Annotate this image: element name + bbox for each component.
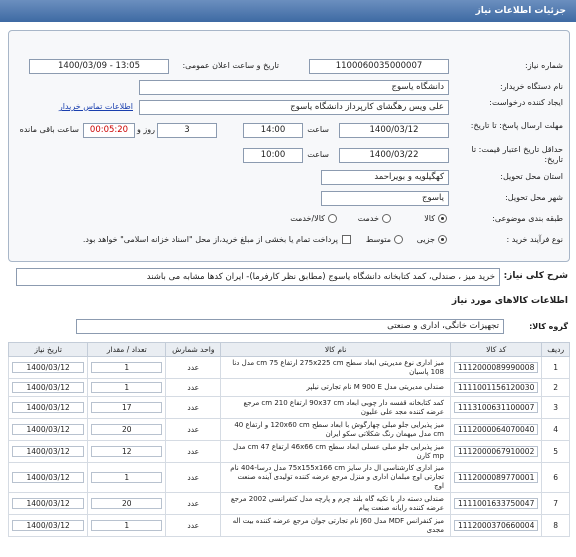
treasury-payment-checkbox[interactable] <box>342 235 351 244</box>
row-code: 1113100631100007 <box>454 402 538 413</box>
table-row <box>9 493 570 515</box>
purchase-option-medium: متوسط <box>365 235 391 244</box>
row-code-cell <box>451 419 542 441</box>
row-date: 1400/03/12 <box>12 446 84 457</box>
row-date-cell <box>9 493 88 515</box>
row-index: 5 <box>553 447 559 456</box>
row-unit-cell <box>166 515 221 537</box>
row-code-cell <box>451 463 542 493</box>
row-code: 1111001156120030 <box>454 382 538 393</box>
row-name: میز اداری کارشناسی ال دار سایز 75x155x166 cm مدل درسا-404 نام تجارتی اوج مبلمان اداری و منزل مرجع عرضه کننده تولیدی آینده صنعت اوج <box>230 464 444 490</box>
row-code: 1112000089770001 <box>454 472 538 483</box>
row-unit: عدد <box>187 425 200 434</box>
row-date-cell <box>9 357 88 379</box>
row-index: 6 <box>553 473 559 482</box>
col-header-code: کد کالا <box>451 343 542 357</box>
row-name: میز اداری نوع مدیریتی ابعاد سطح 275x225 cm ارتفاع 75 cm مدل دنا 108 پاسیان <box>232 358 444 376</box>
validity-date-field: 1400/03/22 <box>339 148 449 163</box>
row-code: 1112000370660004 <box>454 520 538 531</box>
col-header-idx: ردیف <box>542 343 570 357</box>
row-unit: عدد <box>187 499 200 508</box>
table-row <box>9 419 570 441</box>
province-label: استان محل تحویل: <box>500 172 563 181</box>
remaining-label: ساعت باقی مانده <box>19 125 79 134</box>
row-code-cell <box>451 515 542 537</box>
row-unit: عدد <box>187 363 200 372</box>
row-date-cell <box>9 419 88 441</box>
row-date-cell <box>9 397 88 419</box>
goods-table <box>8 342 570 537</box>
row-code-cell <box>451 379 542 397</box>
row-unit: عدد <box>187 521 200 530</box>
table-row <box>9 441 570 463</box>
row-unit-cell <box>166 441 221 463</box>
row-code: 1112000064070040 <box>454 424 538 435</box>
row-unit: عدد <box>187 447 200 456</box>
validity-label: حداقل تاریخ اعتبار قیمت: تا تاریخ: <box>471 145 563 164</box>
row-qty: 1 <box>91 520 162 531</box>
row-index-cell <box>542 397 570 419</box>
row-name-cell <box>221 441 451 463</box>
row-index: 1 <box>553 363 559 372</box>
row-date: 1400/03/12 <box>12 472 84 483</box>
category-option-service: خدمت <box>357 214 379 223</box>
category-option-both: کالا/خدمت <box>290 214 325 223</box>
row-index-cell <box>542 379 570 397</box>
row-qty: 20 <box>91 424 162 435</box>
col-header-qty: تعداد / مقدار <box>88 343 166 357</box>
row-code: 1112000089990008 <box>454 362 538 373</box>
goods-group-field: تجهیزات خانگی، اداری و صنعتی <box>76 319 504 334</box>
col-header-date: تاریخ نیاز <box>9 343 88 357</box>
table-row <box>9 397 570 419</box>
buyer-field: دانشگاه یاسوج <box>139 80 449 95</box>
row-code-cell <box>451 493 542 515</box>
purchase-type-label: نوع فرآیند خرید : <box>506 235 563 244</box>
row-qty-cell <box>88 379 166 397</box>
table-header-row <box>9 343 570 357</box>
table-row <box>9 463 570 493</box>
row-date-cell <box>9 515 88 537</box>
purchase-option-minor: جزیی <box>416 235 435 244</box>
row-unit-cell <box>166 463 221 493</box>
row-name-cell <box>221 463 451 493</box>
row-index: 8 <box>553 521 559 530</box>
page-header <box>0 0 576 22</box>
row-code-cell <box>451 441 542 463</box>
deadline-date-field: 1400/03/12 <box>339 123 449 138</box>
row-unit: عدد <box>187 473 200 482</box>
row-index-cell <box>542 515 570 537</box>
row-qty: 1 <box>91 362 162 373</box>
validity-time-label: ساعت <box>307 150 329 159</box>
row-name: صندلی دسته دار با تکیه گاه بلند چرم و پارچه مدل کنفرانسی 2002 مرجع عرضه کننده رایانه صنعت پیام <box>230 494 444 512</box>
category-radio-goods[interactable] <box>438 214 447 223</box>
row-code: 1112000067910002 <box>454 446 538 457</box>
category-label: طبقه بندی موضوعی: <box>492 214 563 223</box>
row-date-cell <box>9 463 88 493</box>
need-number-label: شماره نیاز: <box>525 61 563 70</box>
row-date: 1400/03/12 <box>12 382 84 393</box>
row-name-cell <box>221 357 451 379</box>
page-title: جزئیات اطلاعات نیاز <box>475 6 566 16</box>
days-label: روز و <box>137 125 155 134</box>
remaining-timer: 00:05:20 <box>83 123 135 138</box>
row-qty-cell <box>88 463 166 493</box>
row-qty: 17 <box>91 402 162 413</box>
row-qty: 20 <box>91 498 162 509</box>
row-qty-cell <box>88 419 166 441</box>
table-row <box>9 357 570 379</box>
province-field: کهگیلویه و بویراحمد <box>321 170 449 185</box>
row-qty-cell <box>88 493 166 515</box>
row-name: کمد کتابخانه قفسه دار چوبی ابعاد 90x37 cm ارتفاع 210 cm مرجع عرضه کننده مجد علی علیون <box>243 398 444 416</box>
row-qty-cell <box>88 357 166 379</box>
deadline-time-field: 14:00 <box>243 123 303 138</box>
validity-time-field: 10:00 <box>243 148 303 163</box>
announce-date-label: تاریخ و ساعت اعلان عمومی: <box>182 61 279 70</box>
row-date: 1400/03/12 <box>12 424 84 435</box>
row-unit-cell <box>166 397 221 419</box>
row-unit-cell <box>166 493 221 515</box>
row-index: 2 <box>553 383 559 392</box>
table-row <box>9 515 570 537</box>
category-option-goods: کالا <box>424 214 435 223</box>
table-row <box>9 379 570 397</box>
row-qty-cell <box>88 441 166 463</box>
row-date: 1400/03/12 <box>12 520 84 531</box>
description-row <box>8 266 570 288</box>
row-name-cell <box>221 379 451 397</box>
tender-details-panel <box>8 30 570 262</box>
row-date: 1400/03/12 <box>12 402 84 413</box>
announce-date-field: 1400/03/09 - 13:05 <box>29 59 169 74</box>
row-date: 1400/03/12 <box>12 362 84 373</box>
row-unit-cell <box>166 379 221 397</box>
row-name-cell <box>221 419 451 441</box>
row-date-cell <box>9 441 88 463</box>
row-name: صندلی مدیریتی مدل M 900 E نام تجارتی نیلپر <box>306 383 444 391</box>
treasury-payment-note: پرداخت تمام یا بخشی از مبلغ خرید،از محل "اسناد خزانه اسلامی" خواهد بود. <box>82 235 338 244</box>
col-header-name: نام کالا <box>221 343 451 357</box>
description-field: خرید میز ، صندلی، کمد کتابخانه دانشگاه یاسوج (مطابق نظر کارفرما)- ایران کدها مشابه می باشند <box>16 268 500 286</box>
days-field: 3 <box>157 123 217 138</box>
buyer-contact-link[interactable]: اطلاعات تماس خریدار <box>58 102 133 111</box>
city-field: یاسوج <box>321 191 449 206</box>
row-qty-cell <box>88 515 166 537</box>
row-code-cell <box>451 357 542 379</box>
city-label: شهر محل تحویل: <box>505 193 563 202</box>
row-index-cell <box>542 493 570 515</box>
row-code: 1111001633750047 <box>454 498 538 509</box>
row-index-cell <box>542 463 570 493</box>
row-qty: 12 <box>91 446 162 457</box>
row-unit: عدد <box>187 383 200 392</box>
purchase-radio-medium[interactable] <box>394 235 403 244</box>
row-name: میز پذیرایی جلو مبلی چهارگوش با ابعاد سطح 120x60 cm و ارتفاع 40 cm مدل میهمان رنگ شکلاتی سکو ایران <box>234 420 444 438</box>
row-qty: 1 <box>91 472 162 483</box>
row-name-cell <box>221 397 451 419</box>
goods-group-label: گروه کالا: <box>529 322 568 331</box>
row-unit: عدد <box>187 403 200 412</box>
purchase-radio-minor[interactable] <box>438 235 447 244</box>
category-radio-both[interactable] <box>328 214 337 223</box>
deadline-label: مهلت ارسال پاسخ: تا تاریخ: <box>470 121 563 130</box>
row-index: 7 <box>553 499 559 508</box>
description-label: شرح کلی نیاز: <box>503 271 568 281</box>
deadline-time-label: ساعت <box>307 125 329 134</box>
row-name: میز کنفرانس MDF مدل J60 نام تجارتی جوان مرجع عرضه کننده بیت اله مجدی <box>232 516 444 534</box>
row-name-cell <box>221 493 451 515</box>
row-index-cell <box>542 419 570 441</box>
row-qty-cell <box>88 397 166 419</box>
row-name: میز پذیرایی جلو مبلی عسلی ابعاد سطح 46x66 cm ارتفاع 47 cm مدل mp کارن <box>233 442 444 460</box>
row-index-cell <box>542 441 570 463</box>
row-date: 1400/03/12 <box>12 498 84 509</box>
row-code-cell <box>451 397 542 419</box>
buyer-label: نام دستگاه خریدار: <box>500 82 563 91</box>
row-unit-cell <box>166 357 221 379</box>
row-index: 4 <box>553 425 559 434</box>
col-header-unit: واحد شمارش <box>166 343 221 357</box>
need-number-field: 1100060035000007 <box>309 59 449 74</box>
row-qty: 1 <box>91 382 162 393</box>
row-index-cell <box>542 357 570 379</box>
row-index: 3 <box>553 403 559 412</box>
category-radio-service[interactable] <box>382 214 391 223</box>
row-name-cell <box>221 515 451 537</box>
creator-field: علی ویس رهگشای کارپرداز دانشگاه یاسوج <box>139 100 449 115</box>
row-unit-cell <box>166 419 221 441</box>
creator-label: ایجاد کننده درخواست: <box>489 98 563 107</box>
row-date-cell <box>9 379 88 397</box>
goods-section-title: اطلاعات کالاهای مورد نیاز <box>451 296 568 306</box>
